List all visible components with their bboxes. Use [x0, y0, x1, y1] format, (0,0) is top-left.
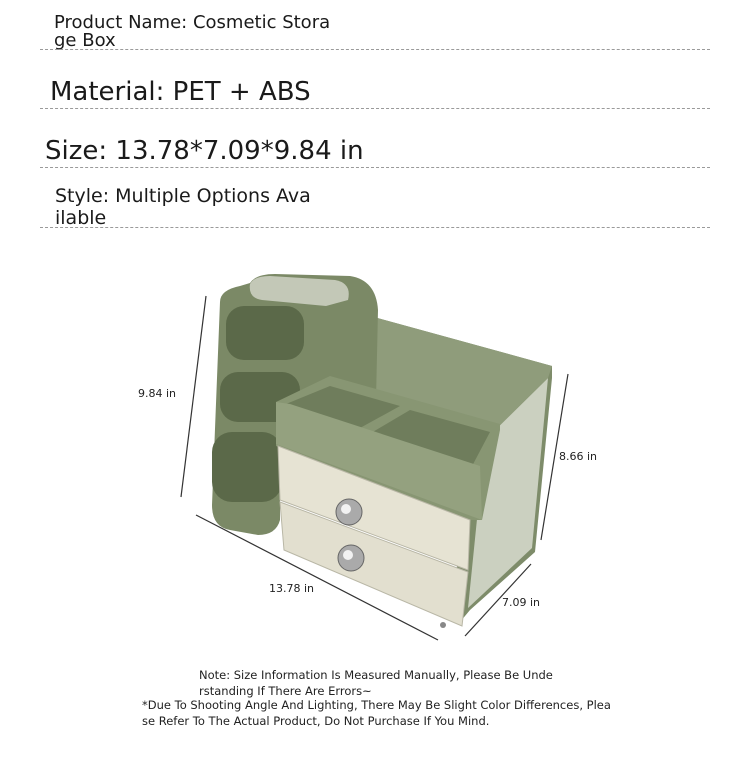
product-name-text: Product Name: Cosmetic Stora ge Box	[54, 12, 331, 51]
dim-label-width: 13.78 in	[269, 582, 315, 595]
note-measurement: Note: Size Information Is Measured Manually, Please Be Unde rstanding If There Are Errors~	[199, 668, 553, 698]
dim-label-height-left: 9.84 in	[138, 387, 177, 400]
drawer-knob-1-shine	[341, 504, 351, 514]
pen-slot-3	[212, 432, 282, 502]
dim-line-height-left	[181, 296, 206, 497]
note-color-disclaimer: *Due To Shooting Angle And Lighting, There May Be Slight Color Differences, Plea se Refer To The Actual Product, Do Not Purchase If You Mind.	[142, 698, 611, 728]
style-text: Style: Multiple Options Ava ilable	[55, 185, 311, 229]
dim-label-depth: 7.09 in	[502, 596, 541, 609]
pen-slot-1	[226, 306, 304, 360]
size-text: Size: 13.78*7.09*9.84 in	[45, 136, 364, 166]
drawer-knob-2-shine	[343, 550, 353, 560]
foot	[440, 622, 446, 628]
material-text: Material: PET + ABS	[50, 77, 311, 107]
dim-label-height-right: 8.66 in	[559, 450, 598, 463]
